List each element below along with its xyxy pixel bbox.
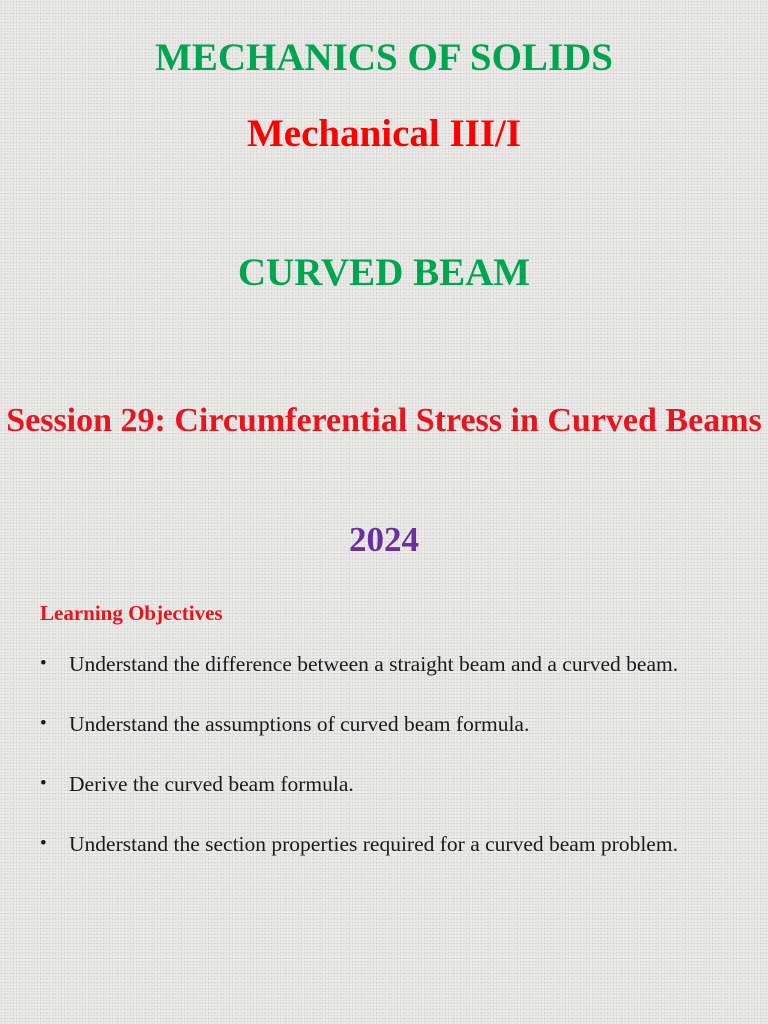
learning-objectives-heading: Learning Objectives [40,601,223,625]
objective-text: Understand the assumptions of curved beam formula. [69,712,530,736]
objective-item [40,642,735,686]
session-title: Session 29: Circumferential Stress in Curved Beams [6,402,762,439]
learning-objectives-list [40,642,735,866]
objective-text: Understand the section properties required for a curved beam problem. [69,832,678,856]
bullet-icon: • [40,653,47,674]
bullet-icon: • [40,713,47,734]
objective-item [40,822,735,866]
topic-title: CURVED BEAM [237,251,531,294]
objective-item [40,762,735,806]
objective-item [40,702,735,746]
objective-text: Derive the curved beam formula. [69,772,354,796]
bullet-icon: • [40,773,47,794]
course-title: MECHANICS OF SOLIDS [155,36,613,79]
year-label: 2024 [349,520,419,559]
objective-text: Understand the difference between a straight beam and a curved beam. [69,652,679,676]
program-title: Mechanical III/I [246,112,522,155]
bullet-icon: • [40,833,47,854]
